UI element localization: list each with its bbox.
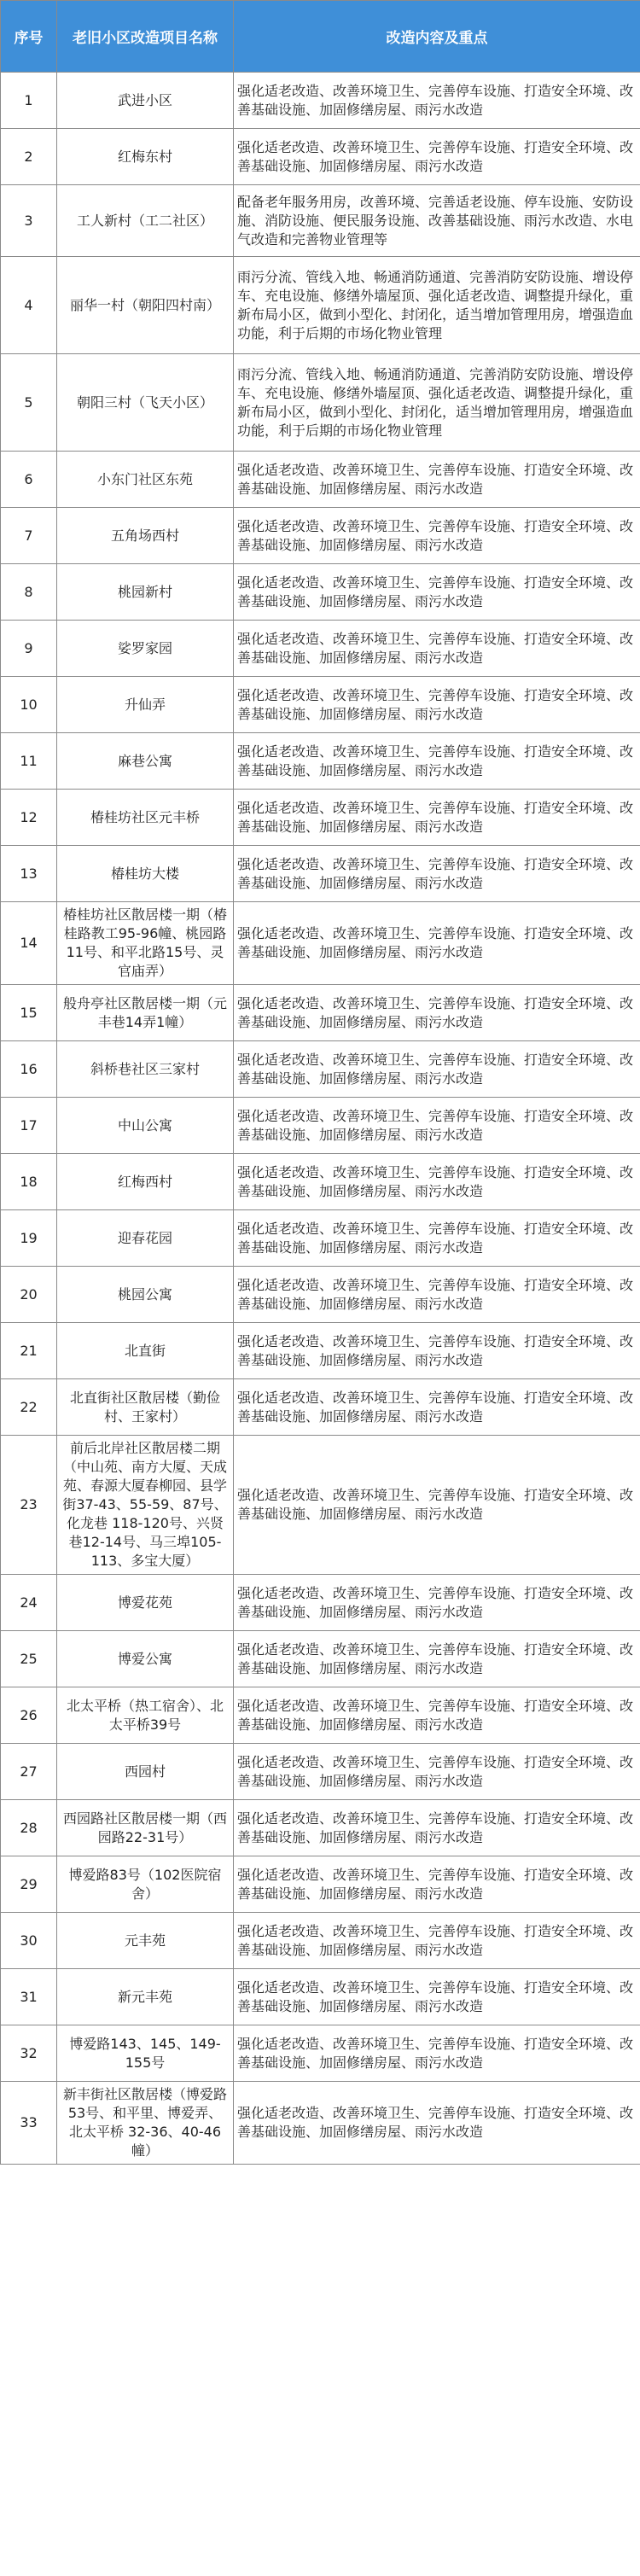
row-content: 强化适老改造、改善环境卫生、完善停车设施、打造安全环境、改善基础设施、加固修缮房屋、雨污水改造 — [234, 1041, 640, 1098]
table-row — [1, 185, 640, 257]
row-project-name: 桃园公寓 — [57, 1267, 234, 1323]
row-project-name: 椿桂坊社区散居楼一期（椿桂路教工95-96幢、桃园路11号、和平北路15号、灵官庙弄） — [57, 902, 234, 985]
row-content: 强化适老改造、改善环境卫生、完善停车设施、打造安全环境、改善基础设施、加固修缮房屋、雨污水改造 — [234, 1436, 640, 1575]
row-content: 强化适老改造、改善环境卫生、完善停车设施、打造安全环境、改善基础设施、加固修缮房屋、雨污水改造 — [234, 1631, 640, 1687]
row-content: 强化适老改造、改善环境卫生、完善停车设施、打造安全环境、改善基础设施、加固修缮房屋、雨污水改造 — [234, 1154, 640, 1210]
row-project-name: 椿桂坊大楼 — [57, 846, 234, 902]
table-row — [1, 1323, 640, 1379]
row-index: 6 — [1, 452, 57, 508]
table-row — [1, 1631, 640, 1687]
table-row — [1, 985, 640, 1041]
row-project-name: 西园村 — [57, 1744, 234, 1800]
row-index: 24 — [1, 1575, 57, 1631]
header-content: 改造内容及重点 — [234, 1, 640, 73]
row-project-name: 升仙弄 — [57, 677, 234, 733]
header-project-name: 老旧小区改造项目名称 — [57, 1, 234, 73]
row-content: 强化适老改造、改善环境卫生、完善停车设施、打造安全环境、改善基础设施、加固修缮房屋、雨污水改造 — [234, 902, 640, 985]
row-project-name: 北直街社区散居楼（勤俭村、王家村） — [57, 1379, 234, 1436]
header-index: 序号 — [1, 1, 57, 73]
row-content: 强化适老改造、改善环境卫生、完善停车设施、打造安全环境、改善基础设施、加固修缮房屋、雨污水改造 — [234, 73, 640, 129]
table-row — [1, 1210, 640, 1267]
row-project-name: 麻巷公寓 — [57, 733, 234, 790]
row-project-name: 丽华一村（朝阳四村南） — [57, 257, 234, 354]
row-project-name: 北直街 — [57, 1323, 234, 1379]
row-index: 26 — [1, 1687, 57, 1744]
row-project-name: 朝阳三村（飞天小区） — [57, 354, 234, 452]
row-content: 强化适老改造、改善环境卫生、完善停车设施、打造安全环境、改善基础设施、加固修缮房屋、雨污水改造 — [234, 790, 640, 846]
row-content: 配备老年服务用房，改善环境、完善适老设施、停车设施、安防设施、消防设施、便民服务设施、改善基础设施、雨污水改造、水电气改造和完善物业管理等 — [234, 185, 640, 257]
row-project-name: 前后北岸社区散居楼二期（中山苑、南方大厦、天成苑、春源大厦春柳园、县学街37-43、55-59、87号、化龙巷 118-120号、兴贤巷12-14号、马三埠105-113、多宝大厦） — [57, 1436, 234, 1575]
row-content: 强化适老改造、改善环境卫生、完善停车设施、打造安全环境、改善基础设施、加固修缮房屋、雨污水改造 — [234, 1856, 640, 1913]
table-row — [1, 1856, 640, 1913]
row-index: 33 — [1, 2082, 57, 2165]
row-index: 19 — [1, 1210, 57, 1267]
row-index: 31 — [1, 1969, 57, 2025]
row-project-name: 红梅西村 — [57, 1154, 234, 1210]
row-project-name: 般舟亭社区散居楼一期（元丰巷14弄1幢） — [57, 985, 234, 1041]
row-project-name: 武进小区 — [57, 73, 234, 129]
row-project-name: 中山公寓 — [57, 1098, 234, 1154]
row-project-name: 迎春花园 — [57, 1210, 234, 1267]
table-row — [1, 677, 640, 733]
table-row — [1, 2082, 640, 2165]
table-header-row — [1, 1, 640, 73]
table-row — [1, 1575, 640, 1631]
row-content: 强化适老改造、改善环境卫生、完善停车设施、打造安全环境、改善基础设施、加固修缮房屋、雨污水改造 — [234, 985, 640, 1041]
row-content: 强化适老改造、改善环境卫生、完善停车设施、打造安全环境、改善基础设施、加固修缮房屋、雨污水改造 — [234, 2082, 640, 2165]
row-index: 22 — [1, 1379, 57, 1436]
table-row — [1, 1744, 640, 1800]
table-row — [1, 1267, 640, 1323]
row-index: 30 — [1, 1913, 57, 1969]
row-project-name: 新元丰苑 — [57, 1969, 234, 2025]
row-index: 7 — [1, 508, 57, 564]
row-index: 23 — [1, 1436, 57, 1575]
table-body — [1, 73, 640, 2165]
row-project-name: 五角场西村 — [57, 508, 234, 564]
row-project-name: 北太平桥（热工宿舍）、北太平桥39号 — [57, 1687, 234, 1744]
row-index: 29 — [1, 1856, 57, 1913]
table-row — [1, 902, 640, 985]
row-content: 强化适老改造、改善环境卫生、完善停车设施、打造安全环境、改善基础设施、加固修缮房屋、雨污水改造 — [234, 1800, 640, 1856]
table-row — [1, 73, 640, 129]
table-row — [1, 846, 640, 902]
row-content: 强化适老改造、改善环境卫生、完善停车设施、打造安全环境、改善基础设施、加固修缮房屋、雨污水改造 — [234, 1267, 640, 1323]
row-content: 强化适老改造、改善环境卫生、完善停车设施、打造安全环境、改善基础设施、加固修缮房屋、雨污水改造 — [234, 733, 640, 790]
row-index: 16 — [1, 1041, 57, 1098]
row-index: 11 — [1, 733, 57, 790]
row-content: 强化适老改造、改善环境卫生、完善停车设施、打造安全环境、改善基础设施、加固修缮房屋、雨污水改造 — [234, 508, 640, 564]
row-index: 18 — [1, 1154, 57, 1210]
row-content: 强化适老改造、改善环境卫生、完善停车设施、打造安全环境、改善基础设施、加固修缮房屋、雨污水改造 — [234, 452, 640, 508]
table-row — [1, 508, 640, 564]
row-content: 强化适老改造、改善环境卫生、完善停车设施、打造安全环境、改善基础设施、加固修缮房屋、雨污水改造 — [234, 1098, 640, 1154]
table-row — [1, 1969, 640, 2025]
row-content: 强化适老改造、改善环境卫生、完善停车设施、打造安全环境、改善基础设施、加固修缮房屋、雨污水改造 — [234, 1379, 640, 1436]
row-content: 强化适老改造、改善环境卫生、完善停车设施、打造安全环境、改善基础设施、加固修缮房屋、雨污水改造 — [234, 621, 640, 677]
row-content: 雨污分流、管线入地、畅通消防通道、完善消防安防设施、增设停车、充电设施、修缮外墙屋顶、强化适老改造、调整提升绿化，重新布局小区，做到小型化、封闭化，适当增加管理用房，增强造血功能，利于后期的市场化物业管理 — [234, 354, 640, 452]
row-index: 32 — [1, 2025, 57, 2082]
table-row — [1, 354, 640, 452]
row-content: 强化适老改造、改善环境卫生、完善停车设施、打造安全环境、改善基础设施、加固修缮房屋、雨污水改造 — [234, 1323, 640, 1379]
row-project-name: 元丰苑 — [57, 1913, 234, 1969]
row-index: 17 — [1, 1098, 57, 1154]
row-project-name: 娑罗家园 — [57, 621, 234, 677]
table-row — [1, 1379, 640, 1436]
row-index: 20 — [1, 1267, 57, 1323]
row-content: 强化适老改造、改善环境卫生、完善停车设施、打造安全环境、改善基础设施、加固修缮房屋、雨污水改造 — [234, 1210, 640, 1267]
row-content: 强化适老改造、改善环境卫生、完善停车设施、打造安全环境、改善基础设施、加固修缮房屋、雨污水改造 — [234, 1969, 640, 2025]
row-index: 8 — [1, 564, 57, 621]
row-content: 强化适老改造、改善环境卫生、完善停车设施、打造安全环境、改善基础设施、加固修缮房屋、雨污水改造 — [234, 129, 640, 185]
table-row — [1, 1687, 640, 1744]
row-index: 27 — [1, 1744, 57, 1800]
row-project-name: 新丰街社区散居楼（博爱路53号、和平里、博爱弄、北太平桥 32-36、40-46幢） — [57, 2082, 234, 2165]
row-index: 9 — [1, 621, 57, 677]
row-content: 强化适老改造、改善环境卫生、完善停车设施、打造安全环境、改善基础设施、加固修缮房屋、雨污水改造 — [234, 1575, 640, 1631]
row-index: 2 — [1, 129, 57, 185]
row-content: 强化适老改造、改善环境卫生、完善停车设施、打造安全环境、改善基础设施、加固修缮房屋、雨污水改造 — [234, 1913, 640, 1969]
table-row — [1, 1154, 640, 1210]
table-row — [1, 452, 640, 508]
row-content: 强化适老改造、改善环境卫生、完善停车设施、打造安全环境、改善基础设施、加固修缮房屋、雨污水改造 — [234, 846, 640, 902]
row-index: 1 — [1, 73, 57, 129]
row-project-name: 博爱路143、145、149-155号 — [57, 2025, 234, 2082]
row-index: 4 — [1, 257, 57, 354]
row-project-name: 博爱路83号（102医院宿舍） — [57, 1856, 234, 1913]
row-project-name: 工人新村（工二社区） — [57, 185, 234, 257]
table-row — [1, 790, 640, 846]
row-content: 强化适老改造、改善环境卫生、完善停车设施、打造安全环境、改善基础设施、加固修缮房屋、雨污水改造 — [234, 1687, 640, 1744]
table-row — [1, 2025, 640, 2082]
row-content: 强化适老改造、改善环境卫生、完善停车设施、打造安全环境、改善基础设施、加固修缮房屋、雨污水改造 — [234, 1744, 640, 1800]
row-project-name: 桃园新村 — [57, 564, 234, 621]
table-row — [1, 1041, 640, 1098]
row-index: 14 — [1, 902, 57, 985]
row-index: 25 — [1, 1631, 57, 1687]
row-project-name: 小东门社区东苑 — [57, 452, 234, 508]
row-content: 强化适老改造、改善环境卫生、完善停车设施、打造安全环境、改善基础设施、加固修缮房屋、雨污水改造 — [234, 677, 640, 733]
row-project-name: 红梅东村 — [57, 129, 234, 185]
table-row — [1, 621, 640, 677]
table-row — [1, 1436, 640, 1575]
row-index: 3 — [1, 185, 57, 257]
row-index: 28 — [1, 1800, 57, 1856]
table-row — [1, 733, 640, 790]
row-content: 强化适老改造、改善环境卫生、完善停车设施、打造安全环境、改善基础设施、加固修缮房屋、雨污水改造 — [234, 2025, 640, 2082]
row-content: 雨污分流、管线入地、畅通消防通道、完善消防安防设施、增设停车、充电设施、修缮外墙屋顶、强化适老改造、调整提升绿化，重新布局小区，做到小型化、封闭化，适当增加管理用房，增强造血功能，利于后期的市场化物业管理 — [234, 257, 640, 354]
row-project-name: 博爱花苑 — [57, 1575, 234, 1631]
table-row — [1, 129, 640, 185]
row-project-name: 西园路社区散居楼一期（西园路22-31号） — [57, 1800, 234, 1856]
row-project-name: 椿桂坊社区元丰桥 — [57, 790, 234, 846]
row-index: 12 — [1, 790, 57, 846]
row-index: 5 — [1, 354, 57, 452]
table-row — [1, 1098, 640, 1154]
row-index: 13 — [1, 846, 57, 902]
row-project-name: 博爱公寓 — [57, 1631, 234, 1687]
row-content: 强化适老改造、改善环境卫生、完善停车设施、打造安全环境、改善基础设施、加固修缮房屋、雨污水改造 — [234, 564, 640, 621]
table-row — [1, 1800, 640, 1856]
table-row — [1, 1913, 640, 1969]
row-index: 21 — [1, 1323, 57, 1379]
table-row — [1, 564, 640, 621]
row-index: 15 — [1, 985, 57, 1041]
row-index: 10 — [1, 677, 57, 733]
table-row — [1, 257, 640, 354]
row-project-name: 斜桥巷社区三家村 — [57, 1041, 234, 1098]
